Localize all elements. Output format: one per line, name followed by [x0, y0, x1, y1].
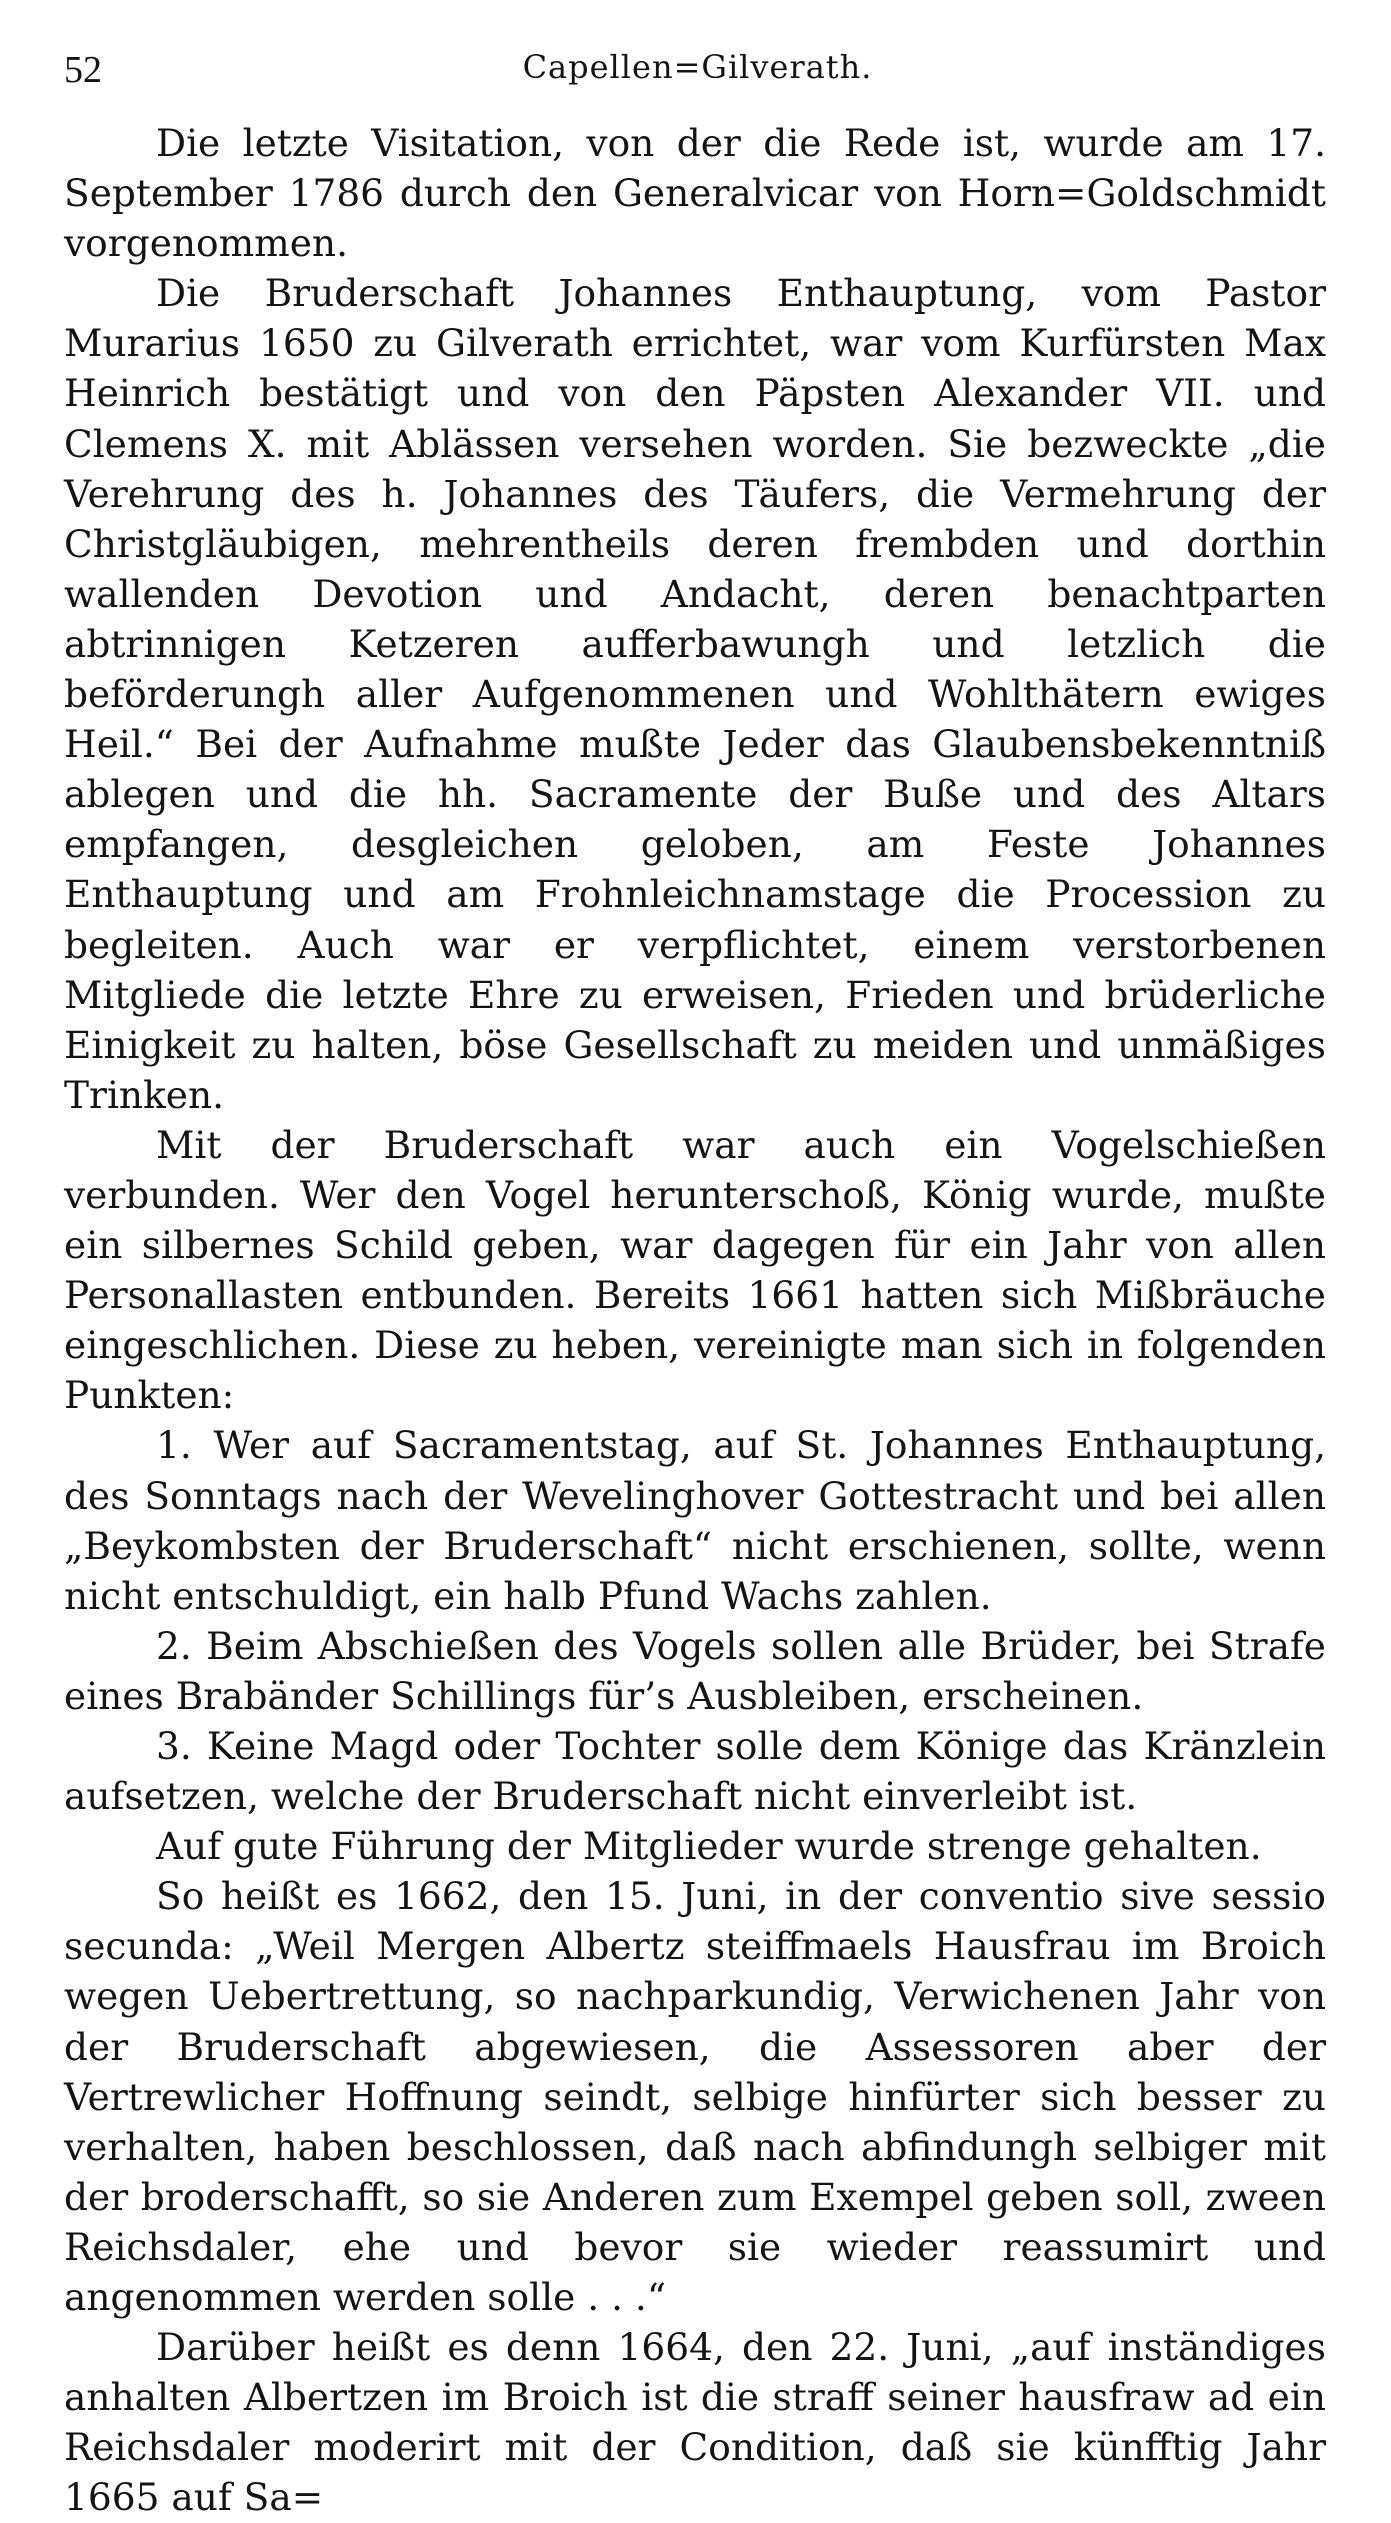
- running-title: Capellen=Gilverath.: [522, 48, 873, 86]
- paragraph-bird-shooting: Mit der Bruderschaft war auch ein Vogelschießen verbunden. Wer den Vogel herunterschoß, König wurde, mußte ein silbernes Schild geben, war dagegen für ein Jahr von allen Personallasten entbunden. Bereits 1661 hatten sich Mißbräuche eingeschlichen. Diese zu heben, vereinigte man sich in folgenden Punkten:: [64, 1122, 1326, 1418]
- rule-item-2: 2. Beim Abschießen des Vogels sollen alle Brüder, bei Strafe eines Brabänder Schillings für’s Ausbleiben, erscheinen.: [64, 1623, 1326, 1718]
- paragraph-visitation: Die letzte Visitation, von der die Rede ist, wurde am 17. September 1786 durch den Generalvicar von Horn=Goldschmidt vorgenommen.: [64, 121, 1326, 266]
- paragraph-conduct: Auf gute Führung der Mitglieder wurde strenge gehalten.: [156, 1824, 1262, 1869]
- page-header: [64, 40, 1331, 100]
- paragraph-brotherhood: Die Bruderschaft Johannes Enthauptung, vom Pastor Murarius 1650 zu Gilverath errichtet, war vom Kurfürsten Max Heinrich bestätigt und von den Päpsten Alexander VII. und Clemens X. mit Ablässen versehen worden. Sie bezweckte „die Verehrung des h. Johannes des Täufers, die Vermehrung der Christgläubigen, mehrentheils deren frembden und dorthin wallenden Devotion und Andacht, deren benachtparten abtrinnigen Ketzeren aufferbawungh und letzlich die beförderungh aller Aufgenommenen und Wohlthätern ewiges Heil.“ Bei der Aufnahme mußte Jeder das Glaubensbekenntniß ablegen und die hh. Sacramente der Buße und des Altars empfangen, desgleichen geloben, am Feste Johannes Enthauptung und am Frohnleichnamstage die Procession zu begleiten. Auch war er verpflichtet, einem verstorbenen Mitgliede die letzte Ehre zu erweisen, Frieden und brüderliche Einigkeit zu halten, böse Gesellschaft zu meiden und unmäßiges Trinken.: [64, 271, 1326, 1117]
- page-number: 52: [64, 49, 102, 91]
- paragraph-1664: Darüber heißt es denn 1664, den 22. Juni, „auf inständiges anhalten Albertzen im Broich ist die straff seiner hausfraw ad ein Reichsdaler moderirt mit der Condition, daß sie künfftig Jahr 1665 auf Sa=: [64, 2325, 1326, 2520]
- rule-item-1: 1. Wer auf Sacramentstag, auf St. Johannes Enthauptung, des Sonntags nach der Wevelinghover Gottestracht und bei allen „Beykombsten der Bruderschaft“ nicht erschienen, sollte, wenn nicht entschuldigt, ein halb Pfund Wachs zahlen.: [64, 1423, 1326, 1618]
- rule-item-3: 3. Keine Magd oder Tochter solle dem Könige das Kränzlein aufsetzen, welche der Bruderschaft nicht einverleibt ist.: [64, 1724, 1326, 1819]
- paragraph-1662: So heißt es 1662, den 15. Juni, in der conventio sive sessio secunda: „Weil Mergen Albertz steiffmaels Hausfrau im Broich wegen Uebertrettung, so nachparkundig, Verwichenen Jahr von der Bruderschaft abgewiesen, die Assessoren aber der Vertrewlicher Hoffnung seindt, selbige hinfürter sich besser zu verhalten, haben beschlossen, daß nach abfindungh selbiger mit der broderschafft, so sie Anderen zum Exempel geben soll, zween Reichsdaler, ehe und bevor sie wieder reassumirt und angenommen werden solle . . .“: [64, 1874, 1326, 2320]
- body-text: [64, 118, 1326, 2523]
